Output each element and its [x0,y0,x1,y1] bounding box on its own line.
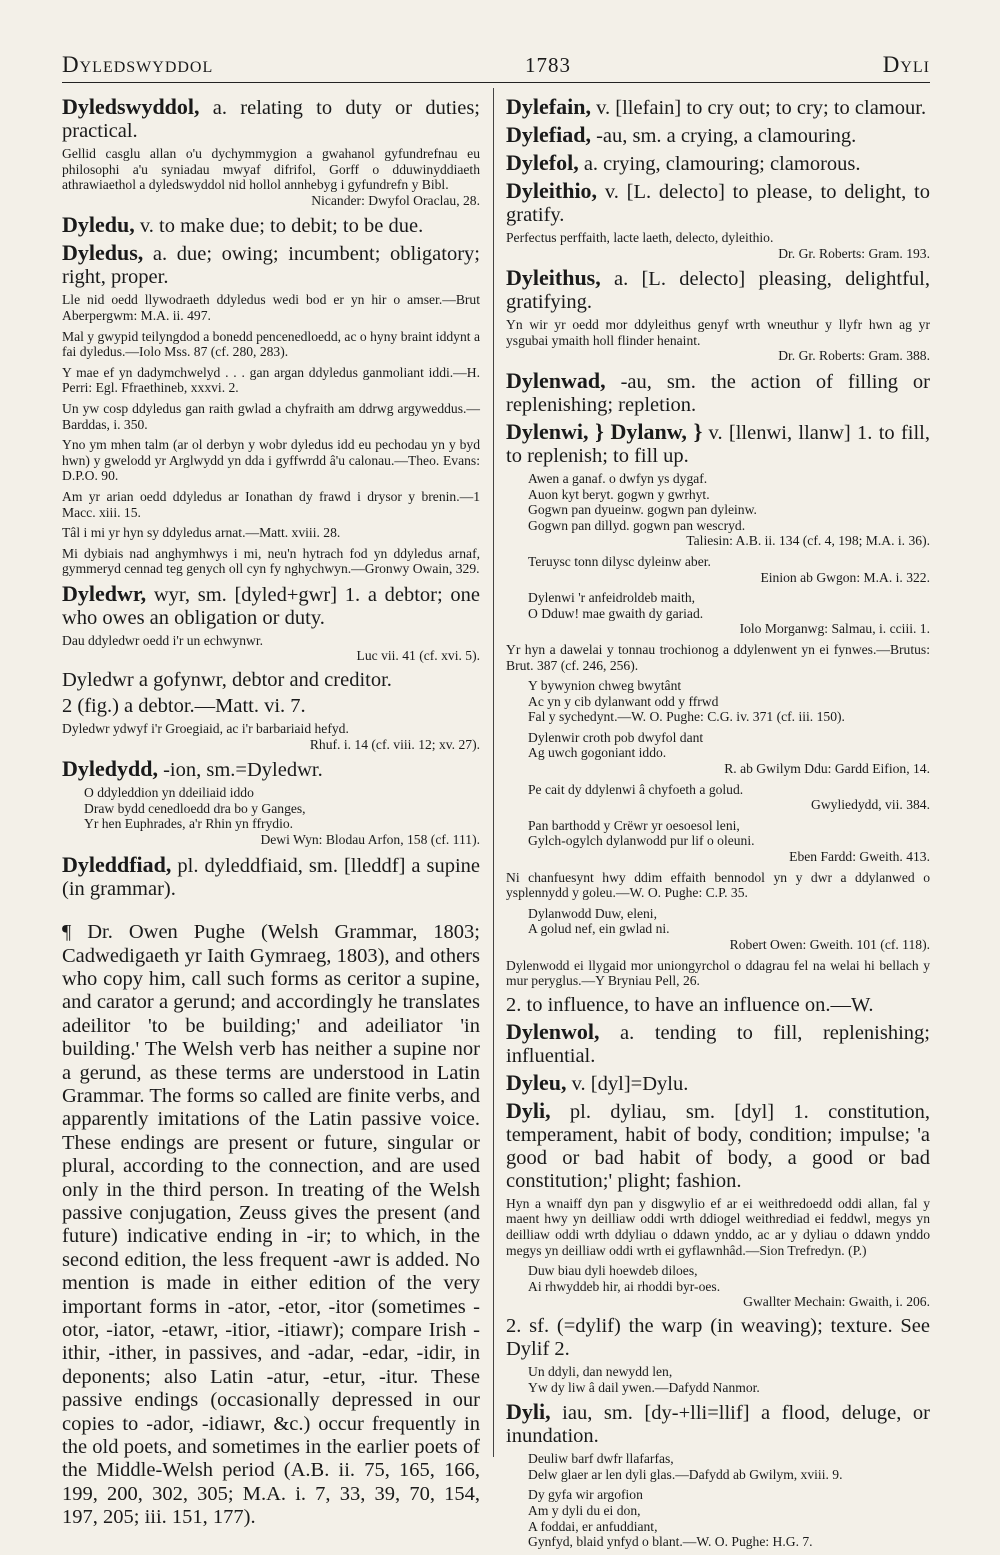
verse-line: Deuliw barf dwfr llafarfas, [528,1451,674,1467]
definition: a. due; owing; incumbent; obligatory; right, proper. [62,243,480,289]
verse-quotation [506,818,930,865]
definition: iau, sm. [dy-+lli=llif] a flood, deluge, or inundation. [506,1402,930,1448]
verse-line: Gogwn pan dyueinw. gogwn pan dyleinw. [528,502,757,518]
definition: v. [L. delecto] to please, to delight, to gratify. [506,181,930,226]
header-rule [62,82,930,83]
definition: a. relating to duty or duties; practical. [62,97,480,142]
entry-dyleithus [506,266,930,314]
definition: a. tending to fill, replenishing; influential. [506,1021,930,1067]
verse-quotation [506,554,930,585]
verse-line: Dy gyfa wir argofion [528,1487,643,1503]
quote-text: Perfectus perffaith, lacte laeth, delecto, dyleithio. [506,230,774,245]
quotation: Y mae ef yn dadymchwelyd . . . gan argan ddyledus ganmoliant iddi.—H. Perri: Egl. Ffraethineb, xxxvi. 2. [62,364,480,396]
verse-line: Draw bydd cenedloedd dra bo y Ganges, [84,800,306,816]
quote-text: Dau ddyledwr oedd i'r un echwynwr. [62,632,264,648]
verse-line: Gynfyd, blaid ynfyd o blant.—W. O. Pughe: H.G. 7. [528,1534,813,1550]
entry-dylefiad [506,123,930,148]
quotation: Ni chanfuesynt hwy ddim effaith bennodol yn y dwr a ddylanwed o ysplennydd y goleu.—W. O. Pughe: C.P. 35. [506,869,930,901]
quotation: Dylenwodd ei llygaid mor uniongyrchol o ddagrau fel na welai hi bellach y mur peryglus.—Y Bryniau Pell, 26. [506,957,930,989]
verse-line: O ddyleddion yn ddeiliaid iddo [84,785,254,801]
definition: v. [llefain] to cry out; to cry; to clamour. [590,97,927,119]
running-header [62,38,930,78]
quotation: Am yr arian oedd ddyledus ar Ionathan dy frawd i drysor y brenin.—1 Macc. xiii. 15. [62,488,480,520]
headword: Dyleddfiad, [62,851,172,877]
verse-quotation [506,1451,930,1482]
entry-dyledu [62,213,480,238]
verse-line: Un ddyli, dan newydd len, [528,1363,673,1379]
headword: Dyleu, [506,1069,567,1095]
entry-dylenwad [506,369,930,417]
headword: Dyledwr, [62,580,147,606]
quote-source: Iolo Morganwg: Salmau, i. cciii. 1. [739,621,930,637]
verse-quotation [506,782,930,813]
quotation: Un yw cosp ddyledus gan raith gwlad a chyfraith am ddrwg argyweddus.—Barddas, i. 350. [62,400,480,432]
header-right-word: Dyli [882,52,930,77]
headword: Dylenwi, } Dylanw, } [506,418,703,444]
page-number: 1783 [524,53,571,77]
definition: v. to make due; to debit; to be due. [134,215,424,238]
quote-source: Robert Owen: Gweith. 101 (cf. 118). [729,937,930,952]
quotation: Yno ym mhen talm (ar ol derbyn y wobr dyledus idd eu pechodau yn y byd hwn) y gwelodd yr Arglwydd yn dda i gyffwrdd â'u calonau.—Theo. Evans: D.P.O. 90. [62,437,480,484]
entry-dylefain [506,95,930,120]
definition: a. [L. delecto] pleasing, delightful, gratifying. [506,268,930,314]
quote-text: Dyledwr ydwyf i'r Groegiaid, ac i'r barbariaid hefyd. [62,721,349,737]
headword: Dyledydd, [62,756,158,782]
entry-dylenwi [506,420,930,468]
definition: a. crying, clamouring; clamorous. [578,153,861,175]
verse-line: Fal y sychedynt.—W. O. Pughe: C.G. iv. 371 (cf. iii. 150). [528,709,845,725]
quotation: Yr hyn a dawelai y tonnau trochionog a ddylenwent yn ei fynwes.—Brutus: Brut. 387 (cf. 246, 256). [506,641,930,673]
headword: Dylefol, [506,150,579,175]
verse-quotation [506,1364,930,1395]
definition: -ion, sm.=Dyledwr. [157,759,323,782]
quotation: Mi dybiais nad anghymhwys i mi, neu'n hytrach fod yn ddyledus arnaf, gymmeryd cennad teg genych oll cyn fy nghychwyn.—Gronwy Owain, 329. [62,545,480,577]
verse-quotation [506,1263,930,1310]
verse-line: Dylenwi 'r anfeidroldeb maith, [528,590,696,606]
verse-line: Ai rhwyddeb hir, ai rhoddi byr-oes. [528,1278,721,1294]
headword: Dyledu, [62,212,135,238]
quote-source: Rhuf. i. 14 (cf. viii. 12; xv. 27). [309,736,480,752]
entry-dyleu [506,1071,930,1096]
entry-dyleddfiad [62,853,480,901]
quotation: Mal y gwypid teilyngdod a bonedd pencenedloedd, ac o hyny braint iddynt a fai dyledus.—Iolo Mss. 87 (cf. 280, 283). [62,328,480,360]
quote-source: Luc vii. 41 (cf. xvi. 5). [356,648,480,664]
definition: v. [dyl]=Dylu. [566,1072,689,1095]
verse-line: Teruysc tonn dilysc dyleinw aber. [528,553,711,569]
verse-line: Dylenwir croth pob dwyfol dant [528,729,704,745]
definition: -au, sm. a crying, a clamouring. [590,125,857,147]
quote-source: Einion ab Gwgon: M.A. i. 322. [760,569,930,585]
verse-line: Pe cait dy ddylenwi â chyfoeth a golud. [528,781,744,797]
quote-source: R. ab Gwilym Ddu: Gardd Eifion, 14. [724,761,930,777]
quotation [62,146,480,208]
verse-quotation [506,678,930,725]
sense-phrase: Dyledwr a gofynwr, debtor and creditor. [62,669,392,692]
quotation [62,721,480,752]
headword: Dyli, [506,1097,551,1123]
verse-line: O Dduw! mae gwaith dy gariad. [528,605,704,621]
right-column [506,95,930,1555]
quote-source: Eben Fardd: Gweith. 413. [789,849,930,865]
quotation: Lle nid oedd llywodraeth ddyledus wedi bod er yn hir o amser.—Brut Aberpergwm: M.A. ii. 497. [62,292,480,323]
quote-source: Nicander: Dwyfol Oraclau, 28. [311,192,480,208]
verse-line: Am y dyli du ei don, [528,1502,641,1518]
verse-quotation [62,785,480,847]
headword: Dylenwad, [506,367,606,393]
entry-dyledswyddol [62,95,480,143]
headword: Dyledus, [62,240,144,266]
verse-line: Ag uwch gogoniant iddo. [528,745,667,761]
definition: pl. dyliau, sm. [dyl] 1. constitution, temperament, habit of body, condition; impulse; 'a good or bad habit of body, a good or bad constitution;' plight; fashion. [506,1100,930,1192]
header-left-word: Dyledswyddol [62,52,214,77]
quote-source: Gwallter Mechain: Gwaith, i. 206. [743,1294,930,1310]
verse-quotation [506,471,930,549]
quotation [62,633,480,664]
quote-source: Dewi Wyn: Blodau Arfon, 158 (cf. 111). [260,832,480,848]
headword: Dylefiad, [506,122,591,147]
sense-2: 2. to influence, to have an influence on.—W. [506,993,874,1016]
entry-dyli-1 [506,1099,930,1193]
verse-line: Gogwn pan dillyd. gogwn pan wescryd. [528,517,746,533]
headword: Dylefain, [506,94,591,119]
headword: Dylenwol, [506,1018,600,1044]
verse-line: Gylch-ogylch dylanwodd pur lif o oleuni. [528,833,755,849]
verse-quotation [506,1487,930,1549]
entry-dyledwr [62,582,480,630]
quotation: Hyn a wnaiff dyn pan y disgwylio ef ar ei weithredoedd oddi allan, fal y maent hwy yn deilliaw oddi wrth ddiogel weithrediad ei feddwl, megys yn deilliaw oddi wrth ddyliau o ddawn ynddo, ac ar y dyliau o ddawn ynddo megys yn deilliaw oddi wrth ei gyflawnhâd.—Sion Trefredyn. (P.) [506,1195,930,1258]
quotation [506,317,930,364]
headword: Dyleithus, [506,265,601,291]
entry-dyledydd [62,757,480,782]
verse-line: Duw biau dyli hoewdeb diloes, [528,1263,698,1279]
definition: -au, sm. the action of filling or replenishing; repletion. [506,370,930,416]
quote-source: Dr. Gr. Roberts: Gram. 388. [778,348,930,364]
quote-text: Yn wir yr oedd mor ddyleithus genyf wrth wneuthur y llyfr hwn ag yr ysgubai ymaith holl flinder henaint. [506,317,930,348]
quote-source: Taliesin: A.B. ii. 134 (cf. 4, 198; M.A. i. 36). [686,533,930,549]
verse-line: Yw dy liw â dail ywen.—Dafydd Nanmor. [528,1379,760,1395]
sense-2: 2 (fig.) a debtor.—Matt. vi. 7. [62,695,306,718]
verse-line: Delw glaer ar len dyli glas.—Dafydd ab Gwilym, xviii. 9. [528,1466,843,1482]
entry-dylenwol [506,1020,930,1068]
quotation [506,230,930,261]
headword: Dyledswyddol, [62,94,200,119]
verse-quotation [506,730,930,777]
verse-line: Y bywynion chweg bwytânt [528,678,682,694]
quotation: Tâl i mi yr hyn sy ddyledus arnat.—Matt. xviii. 28. [62,525,341,541]
entry-dyleithio [506,179,930,227]
verse-line: A golud nef, ein gwlad ni. [528,921,670,937]
column-divider [493,88,494,1457]
headword: Dyleithio, [506,178,598,203]
entry-dylefol [506,151,930,176]
quote-source: Gwyliedydd, vii. 384. [811,797,930,813]
quote-source: Dr. Gr. Roberts: Gram. 193. [778,245,930,261]
verse-line: Awen a ganaf. o dwfyn ys dygaf. [528,470,708,486]
verse-line: A foddai, er anfuddiant, [528,1518,658,1534]
definition: v. [llenwi, llanw] 1. to fill, to replenish; to fill up. [506,421,931,467]
quote-text: Gellid casglu allan o'u dychymmygion a gwahanol gyfundrefnau eu philosophi a'u syniadau mwyaf difrifol, Gorff o dduwinyddiaeth athrawiaethol a dyledswyddol nid hollol annhebyg i gyfundrefn y Bibl. [62,146,480,193]
headword: Dyli, [506,1399,551,1425]
entry-dyli-2 [506,1400,930,1448]
verse-line: Yr hen Euphrades, a'r Rhin yn ffrydio. [84,816,294,832]
definition: pl. dyleddfiaid, sm. [lleddf] a supine (in grammar). [62,854,480,900]
verse-quotation [506,590,930,637]
definition: wyr, sm. [dyled+gwr] 1. a debtor; one who owes an obligation or duty. [62,583,480,629]
verse-quotation [506,906,930,953]
left-column [62,95,480,1550]
verse-line: Pan barthodd y Crëwr yr oesoesol leni, [528,817,740,833]
entry-dyledus [62,241,480,289]
verse-line: Auon kyt beryt. gogwn y gwrhyt. [528,486,710,502]
grammar-note: ¶ Dr. Owen Pughe (Welsh Grammar, 1803; Cadwedigaeth yr Iaith Gymraeg, 1803), and others who copy him, call such forms as ceritor a supine, and carator a gerund; and accordingly he translates adeilitor 'to be building;' and adeiliator 'in building.' The Welsh verb has neither a supine nor a gerund, as these terms are understood in Latin Grammar. The forms so called are finite verbs, and apparently imitations of the Latin passive voice. These endings are present or future, singular or plural, according to the connection, and are used only in the third person. In treating of the Welsh passive conjugation, Zeuss gives the present (and future) indicative ending in -ir; to which, in the second edition, the less frequent -awr is added. No mention is made in either edition of the very important forms in -ator, -etor, -itor (sometimes -otor, -iator, -etawr, -itior, -itiawr); compare Irish -ithir, -ither, in passives, and -adar, -edar, -idir, in deponents; also Latin -atur, -etur, -itur. These passive endings (occasionally depressed in our copies to -ador, -idiawr, &c.) occur frequently in the old poets, and sometimes in the earlier poets of the Middle-Welsh period (A.B. ii. 75, 165, 166, 199, 200, 302, 305; M.A. i. 7, 33, 39, 70, 154, 197, 205; iii. 151, 177). [62,921,480,1529]
sense-2: 2. sf. (=dylif) the warp (in weaving); texture. See Dylif 2. [506,1314,930,1360]
verse-line: Ac yn y cib dylanwant odd y ffrwd [528,693,719,709]
verse-line: Dylanwodd Duw, eleni, [528,905,657,921]
